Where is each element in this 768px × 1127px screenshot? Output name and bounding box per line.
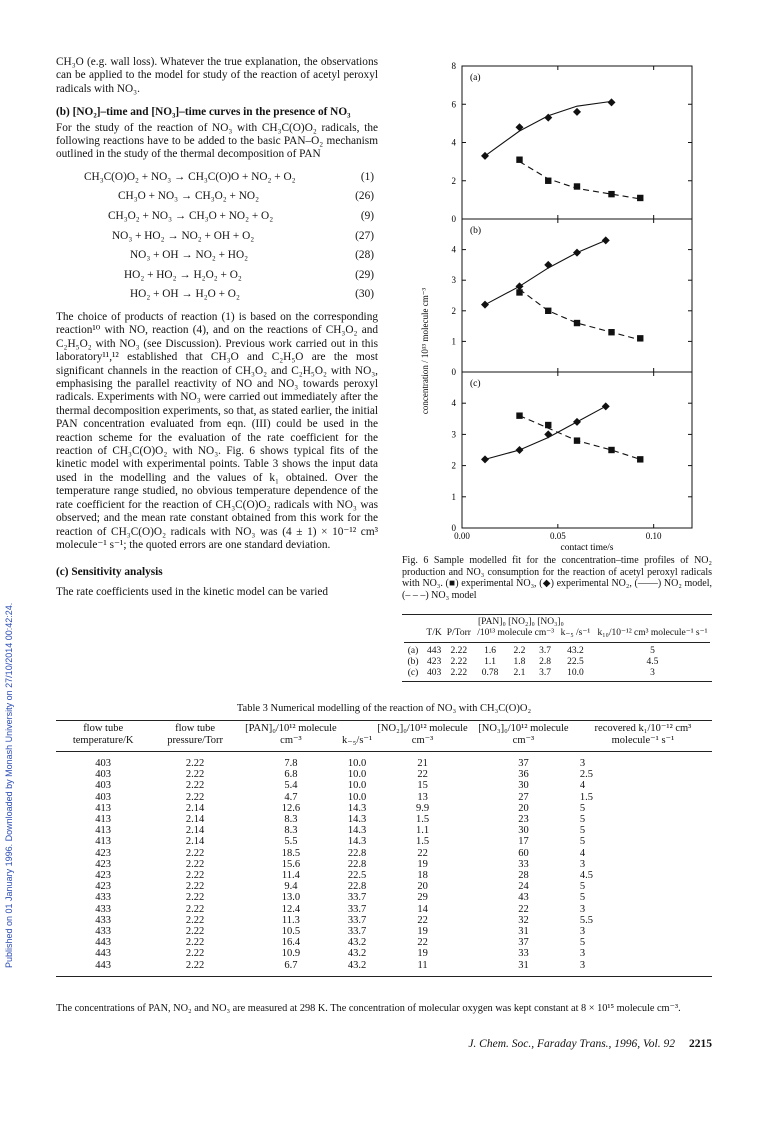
- table3-cell: 11.4: [281, 870, 300, 882]
- panel-label: (b): [470, 226, 482, 236]
- table3-cell: 2.14: [185, 825, 205, 837]
- table3-header: [PAN]₀/10¹² molecule cm⁻³: [245, 723, 337, 746]
- table3-cell: 10.0: [347, 769, 367, 781]
- journal-citation: J. Chem. Soc., Faraday Trans., 1996, Vol. 92: [468, 1038, 675, 1050]
- table3-row: [56, 892, 712, 903]
- table3-row: [56, 758, 712, 769]
- y-tick-label: 2: [451, 305, 456, 316]
- table3-cell: 423: [95, 881, 112, 893]
- fig6-table-header-t: T/K: [426, 628, 442, 638]
- equation-text: NO₃ + HO₂ → NO₂ + OH + O₂: [112, 229, 255, 242]
- table3-cell: 2.14: [185, 836, 205, 848]
- table3-title: Table 3 Numerical modelling of the reaction of NO₃ with CH₃C(O)O₂: [236, 703, 532, 714]
- equation-number: (26): [355, 190, 374, 203]
- equation-text: CH₃O + NO₃ → CH₃O₂ + NO₂: [118, 190, 260, 203]
- table3-row: [56, 915, 712, 926]
- table3-cell: 2.22: [185, 926, 205, 938]
- equation-number: (28): [355, 249, 374, 262]
- table3-cell: 4.5: [579, 870, 593, 882]
- table3-footnote: The concentrations of PAN, NO₂ and NO₃ are measured at 298 K. The concentration of molecular oxygen was kept constant at 8 × 10¹⁵ molecule cm⁻³.: [56, 1003, 681, 1014]
- table3-cell: 37: [518, 758, 529, 769]
- x-tick-label: 0.05: [549, 531, 566, 541]
- table3-cell: 8.3: [284, 825, 298, 837]
- fig6-table-cell: 2.22: [450, 657, 468, 667]
- fig6-table-cell: 1.1: [484, 657, 497, 667]
- table3-cell: 31: [518, 926, 529, 938]
- no3-data-point: [637, 195, 643, 201]
- fig6-table-cell: 4.5: [646, 657, 659, 667]
- fig6-table-row: [402, 668, 712, 679]
- y-tick-label: 3: [451, 275, 456, 286]
- table3-cell: 433: [95, 903, 112, 915]
- table3-cell: 433: [95, 914, 112, 926]
- table3-cell: 22.8: [347, 847, 367, 859]
- table3-cell: 2.5: [579, 769, 593, 781]
- fig6-table-cell: 443: [426, 646, 442, 656]
- table3-row: [56, 814, 712, 825]
- no2-data-point: [608, 98, 616, 106]
- left-column: [56, 56, 378, 599]
- table3-cell: 22.8: [347, 858, 367, 870]
- table3-cell: 30: [518, 825, 529, 837]
- table3-header: flow tube pressure/Torr: [167, 723, 224, 746]
- no2-data-point: [573, 108, 581, 116]
- fig6-table-cell: 403: [426, 668, 442, 678]
- y-tick-label: 1: [451, 491, 456, 502]
- table3-cell: 403: [95, 769, 112, 781]
- table3-cell: 12.6: [281, 802, 301, 814]
- fig6-table-cell: 3.7: [539, 646, 551, 656]
- table3-cell: 5: [579, 802, 586, 814]
- table3: [56, 720, 712, 977]
- table3-cell: 20: [518, 802, 529, 814]
- table3-cell: 33.7: [347, 914, 367, 926]
- no2-model-line: [485, 240, 606, 304]
- table3-cell: 2.22: [185, 937, 205, 949]
- page-number: 2215: [689, 1038, 712, 1050]
- table3-cell: 3: [579, 926, 586, 938]
- equation: [56, 266, 378, 286]
- journal-footer: [468, 1038, 712, 1050]
- no2-model-line: [485, 406, 606, 459]
- table3-cell: 29: [417, 892, 428, 904]
- table3-cell: 33.7: [347, 903, 367, 915]
- fig6-table-header-unit: /10¹³ molecule cm⁻³: [477, 628, 555, 638]
- fig6-table-cell: 2.22: [450, 646, 468, 656]
- table3-cell: 10.5: [281, 926, 301, 938]
- equation-text: HO₂ + OH → H₂O + O₂: [130, 288, 240, 301]
- table3-row: [56, 904, 712, 915]
- no3-data-point: [516, 289, 522, 295]
- table3-cell: 23: [518, 814, 529, 826]
- table3-cell: 60: [518, 847, 529, 859]
- no3-data-point: [574, 320, 580, 326]
- table3-cell: 6.7: [284, 959, 298, 971]
- table3-cell: 443: [95, 948, 112, 960]
- table3-cell: 5: [579, 892, 586, 904]
- table3-row: [56, 948, 712, 959]
- table3-row: [56, 870, 712, 881]
- fig6-table-row: [402, 657, 712, 668]
- x-tick-label: 0.00: [454, 531, 470, 541]
- table3-cell: 2.22: [185, 903, 205, 915]
- table3-cell: 15: [417, 780, 428, 792]
- table3-cell: 7.8: [284, 758, 298, 769]
- no3-data-point: [637, 335, 643, 341]
- paragraph-4: The rate coefficients used in the kinetic model can be varied: [56, 585, 329, 598]
- fig6-table-cell: 423: [426, 657, 442, 667]
- table3-cell: 16.4: [281, 937, 301, 949]
- table3-cell: 1.5: [416, 836, 430, 848]
- table3-cell: 2.14: [185, 802, 205, 814]
- table3-cell: 5: [579, 814, 586, 826]
- table3-cell: 10.0: [347, 791, 367, 803]
- y-tick-label: 2: [451, 460, 456, 471]
- table3-cell: 1.1: [416, 825, 430, 837]
- y-tick-label: 2: [451, 175, 456, 186]
- table3-row: [56, 780, 712, 791]
- x-axis-label: contact time/s: [560, 543, 614, 553]
- fig6-table-body: [402, 646, 712, 679]
- equation: [56, 207, 378, 227]
- fig6-table-cell: (a): [407, 646, 419, 656]
- table3-cell: 11: [417, 959, 428, 971]
- no3-data-point: [608, 447, 614, 453]
- table3-cell: 22: [417, 847, 428, 859]
- fig6-table-cell: 22.5: [567, 657, 584, 667]
- table3-cell: 22.8: [347, 881, 367, 893]
- table3-cell: 19: [417, 948, 428, 960]
- table3-cell: 5: [579, 825, 586, 837]
- table3-row: [56, 859, 712, 870]
- equation-number: (1): [360, 170, 374, 183]
- table3-cell: 22: [417, 914, 428, 926]
- table3-body: [56, 758, 712, 971]
- fig6-table-row: [402, 646, 712, 657]
- fig6-table-header-k: k₋₅ /s⁻¹: [560, 628, 591, 638]
- table3-cell: 4: [579, 780, 586, 792]
- table3-cell: 19: [417, 926, 428, 938]
- table3-cell: 5: [579, 937, 586, 949]
- figure-6: [396, 56, 712, 556]
- equation-number: (9): [360, 210, 374, 223]
- fig6-table-cell: 1.8: [513, 657, 526, 667]
- table3-cell: 5: [579, 836, 586, 848]
- y-tick-label: 1: [451, 336, 456, 347]
- table3-cell: 14: [417, 903, 428, 915]
- table3-cell: 413: [95, 825, 112, 837]
- table3-cell: 33.7: [347, 926, 367, 938]
- y-tick-label: 0: [451, 523, 456, 533]
- table3-cell: 27: [518, 791, 529, 803]
- panel-label: (c): [470, 379, 481, 389]
- table3-cell: 20: [417, 881, 428, 893]
- table3-cell: 30: [518, 780, 529, 792]
- no3-data-point: [637, 456, 643, 462]
- table3-row: [56, 960, 712, 971]
- table3-cell: 423: [95, 858, 112, 870]
- table3-cell: 14.3: [347, 825, 367, 837]
- table3-row: [56, 848, 712, 859]
- equation: [56, 227, 378, 247]
- table3-cell: 13.0: [281, 892, 301, 904]
- table3-cell: 2.22: [185, 870, 205, 882]
- table3-cell: 2.22: [185, 758, 205, 769]
- table3-row: [56, 792, 712, 803]
- table3-header: flow tube temperature/K: [72, 723, 134, 746]
- table3-cell: 43.2: [347, 959, 367, 971]
- no3-model-line: [520, 162, 641, 199]
- table3-cell: 5.5: [284, 836, 298, 848]
- fig6-table-cell: 1.6: [484, 646, 497, 656]
- no3-data-point: [545, 422, 551, 428]
- table3-cell: 22: [417, 937, 428, 949]
- table3-cell: 3: [579, 758, 586, 769]
- table3-cell: 2.22: [185, 959, 205, 971]
- table3-header: [NO₂]₀/10¹² molecule cm⁻³: [377, 723, 468, 746]
- equation-text: CH₃O₂ + NO₃ → CH₃O + NO₂ + O₂: [108, 210, 274, 223]
- table3-cell: 10.9: [281, 948, 301, 960]
- equation: [56, 168, 378, 188]
- table3-cell: 2.22: [185, 881, 205, 893]
- table3-cell: 28: [518, 870, 529, 882]
- table3-cell: 9.4: [284, 881, 298, 893]
- table3-cell: 13: [417, 791, 428, 803]
- table3-header: k₋₅/s⁻¹: [341, 735, 373, 746]
- y-tick-label: 4: [451, 398, 456, 409]
- table3-row: [56, 926, 712, 937]
- table3-cell: 423: [95, 847, 112, 859]
- fig6-table-cell: 10.0: [567, 668, 584, 678]
- table3-cell: 10.0: [347, 758, 367, 769]
- table3-cell: 3: [579, 903, 586, 915]
- figure-6-plot: [396, 56, 712, 556]
- equation-text: NO₃ + OH → NO₂ + HO₂: [130, 249, 249, 262]
- table3-row: [56, 825, 712, 836]
- table3-cell: 33.7: [347, 892, 367, 904]
- fig6-table-cell: 2.1: [513, 668, 526, 678]
- equation: [56, 246, 378, 266]
- table3-cell: 3: [579, 959, 586, 971]
- table3-cell: 443: [95, 937, 112, 949]
- equation-number: (27): [355, 229, 374, 242]
- table3-row: [56, 803, 712, 814]
- plot-frame: [462, 372, 692, 528]
- equation-number: (30): [355, 288, 374, 301]
- table3-cell: 19: [417, 858, 428, 870]
- table3-row: [56, 769, 712, 780]
- table3-cell: 10.0: [347, 780, 367, 792]
- table3-cell: 43.2: [347, 948, 367, 960]
- table3-cell: 433: [95, 926, 112, 938]
- paragraph-1: CH₃O (e.g. wall loss). Whatever the true explanation, the observations can be applied to the model for study of the reaction of acetyl peroxyl radicals with NO₃.: [56, 56, 378, 95]
- table3-cell: 22.5: [347, 870, 367, 882]
- fig6-table-group-header: [PAN]₀ [NO₂]₀ [NO₃]₀: [478, 617, 564, 627]
- table3-cell: 5: [579, 881, 586, 893]
- table3-cell: 3: [579, 948, 586, 960]
- download-notice-text: Published on 01 January 1996. Downloaded by Monash University on 27/10/2014 00:42:24.: [4, 602, 14, 968]
- equation-number: (29): [355, 268, 374, 281]
- table3-cell: 43: [518, 892, 529, 904]
- fig6-table-cell: 43.2: [567, 646, 584, 656]
- y-tick-label: 0: [451, 214, 456, 224]
- equation-text: CH₃C(O)O₂ + NO₃ → CH₃C(O)O + NO₂ + O₂: [84, 170, 296, 183]
- table3-cell: 14.3: [347, 836, 367, 848]
- plot-frame: [462, 219, 692, 372]
- fig6-table-cell: (b): [407, 657, 419, 667]
- y-axis-label: concentration / 10¹³ molecule cm⁻³: [420, 287, 430, 415]
- table3-cell: 403: [95, 758, 112, 769]
- table3-row: [56, 937, 712, 948]
- y-tick-label: 0: [451, 367, 456, 377]
- y-tick-label: 4: [451, 244, 456, 255]
- fig6-table-header-p: P/Torr: [446, 628, 471, 638]
- table3-cell: 4: [579, 847, 586, 859]
- table3-cell: 22: [518, 903, 529, 915]
- table3-cell: 2.22: [185, 847, 205, 859]
- table3-cell: 403: [95, 780, 112, 792]
- panel-label: (a): [470, 73, 481, 83]
- table3-cell: 14.3: [347, 802, 367, 814]
- fig6-table-cell: 3: [650, 668, 655, 678]
- section-heading-c: (c) Sensitivity analysis: [56, 566, 163, 579]
- table3-cell: 17: [518, 836, 529, 848]
- fig6-table-header-k1: k₁₀/10⁻¹² cm³ molecule⁻¹ s⁻¹: [597, 628, 708, 638]
- table3-cell: 12.4: [281, 903, 301, 915]
- table3-cell: 413: [95, 814, 112, 826]
- table3-cell: 2.22: [185, 948, 205, 960]
- no3-model-line: [520, 289, 641, 339]
- table3-cell: 33: [518, 858, 529, 870]
- table3-cell: 6.8: [284, 769, 298, 781]
- figure-caption: Fig. 6 Sample modelled fit for the concentration–time profiles of NO₂ production and NO₃ consumption for the reaction of acetyl peroxyl radicals with NO₃. (■) experimental NO₃, (◆) experimental NO₂, (——) NO₂ model, (– – –) NO₃ model: [402, 555, 712, 601]
- table3-cell: 18: [417, 870, 428, 882]
- y-tick-label: 6: [451, 99, 456, 110]
- table3-cell: 2.22: [185, 914, 205, 926]
- table3-cell: 2.22: [185, 858, 205, 870]
- table3-cell: 14.3: [347, 814, 367, 826]
- table3-cell: 31: [518, 959, 529, 971]
- table3-cell: 18.5: [281, 847, 301, 859]
- table3-header: [NO₃]₀/10¹² molecule cm⁻³: [478, 723, 569, 746]
- table3-cell: 9.9: [416, 802, 430, 814]
- table3-cell: 1.5: [579, 791, 593, 803]
- table3-cell: 3: [579, 858, 586, 870]
- fig6-table-cell: 2.22: [450, 668, 468, 678]
- table3-cell: 37: [518, 937, 529, 949]
- table3-cell: 11.3: [281, 914, 300, 926]
- table3-cell: 22: [417, 769, 428, 781]
- y-tick-label: 8: [451, 61, 456, 71]
- paragraph-2: For the study of the reaction of NO₃ with CH₃C(O)O₂ radicals, the following reactions have to be added to the basic PAN–O₂ mechanism outlined in the study of the thermal decomposition of PAN: [56, 121, 378, 161]
- equation-list: [56, 168, 378, 305]
- fig6-table-cell: 2.2: [513, 646, 526, 656]
- table3-cell: 2.22: [185, 892, 205, 904]
- table3-cell: 36: [518, 769, 529, 781]
- table3-row: [56, 881, 712, 892]
- y-tick-label: 4: [451, 137, 456, 148]
- table3-cell: 5.5: [579, 914, 593, 926]
- y-tick-label: 3: [451, 429, 456, 440]
- table3-cell: 15.6: [281, 858, 301, 870]
- table3-cell: 403: [95, 791, 112, 803]
- equation: [56, 187, 378, 207]
- table3-row: [56, 836, 712, 847]
- table3-cell: 413: [95, 802, 112, 814]
- table3-cell: 2.22: [185, 780, 205, 792]
- table3-cell: 2.22: [185, 769, 205, 781]
- paragraph-3: The choice of products of reaction (1) is based on the corresponding reaction¹⁰ with NO, reaction (4), and on the reactions of CH₃O₂ and C₂H₅O₂ with NO₃ (see Discussion). Previous work carried out in this laboratory¹¹,¹² established that CH₃O and C₂H₅O are the most significant channels in the reaction of CH₃O₂ and C₂H₅O₂ with NO₃, emphasising the parallel reactivity of NO and NO₃ towards peroxyl radicals. Experiments with NO₃ were carried out immediately after the thermal decomposition experiments, so that, as stated earlier, the initial PAN concentration evaluated from eqn. (III) could be used in the reaction scheme for the evaluation of the rate coefficient for the reaction of CH₃C(O)O₂ with NO₃. Fig. 6 shows typical fits of the kinetic model with experimental points. Table 3 shows the input data used in the modelling and the values of k₁ obtained. Over the temperature range studied, no obvious temperature dependence of the rate coefficient for the reaction of CH₃C(O)O₂ radicals with NO₃ was observed; and the mean rate constant obtained from this work for the reaction of CH₃C(O)O₂ radicals with NO₃ was (4 ± 1) × 10⁻¹² cm³ molecule⁻¹ s⁻¹; the quoted errors are one standard deviation.: [56, 311, 378, 551]
- table3-cell: 433: [95, 892, 112, 904]
- fig6-table-cell: 5: [650, 646, 655, 656]
- table3-cell: 8.3: [284, 814, 298, 826]
- fig6-table-cell: 3.7: [539, 668, 551, 678]
- table3-cell: 2.22: [185, 791, 205, 803]
- table3-cell: 33: [518, 948, 529, 960]
- table3-cell: 4.7: [284, 791, 298, 803]
- no2-model-line: [485, 101, 612, 156]
- table3-header: recovered k₁/10⁻¹² cm³ molecule⁻¹ s⁻¹: [594, 723, 692, 746]
- x-tick-label: 0.10: [645, 531, 662, 541]
- table3-cell: 2.14: [185, 814, 205, 826]
- fig6-table-cell: 2.8: [539, 657, 551, 667]
- table3-cell: 1.5: [416, 814, 430, 826]
- table3-cell: 32: [518, 914, 529, 926]
- plot-frame: [462, 66, 692, 219]
- table3-cell: 413: [95, 836, 112, 848]
- table3-cell: 43.2: [347, 937, 367, 949]
- table3-cell: 24: [518, 881, 529, 893]
- section-heading-b: (b) [NO₂]–time and [NO₃]–time curves in the presence of NO₃: [56, 106, 351, 119]
- table3-cell: 423: [95, 870, 112, 882]
- table3-cell: 21: [417, 758, 428, 769]
- fig6-table-cell: (c): [407, 668, 419, 678]
- table3-cell: 5.4: [284, 780, 298, 792]
- fig6-input-table: [402, 614, 712, 682]
- equation: [56, 285, 378, 305]
- equation-text: HO₂ + HO₂ → H₂O₂ + O₂: [124, 268, 242, 281]
- download-notice: [4, 150, 16, 970]
- fig6-table-cell: 0.78: [481, 668, 499, 678]
- table3-cell: 443: [95, 959, 112, 971]
